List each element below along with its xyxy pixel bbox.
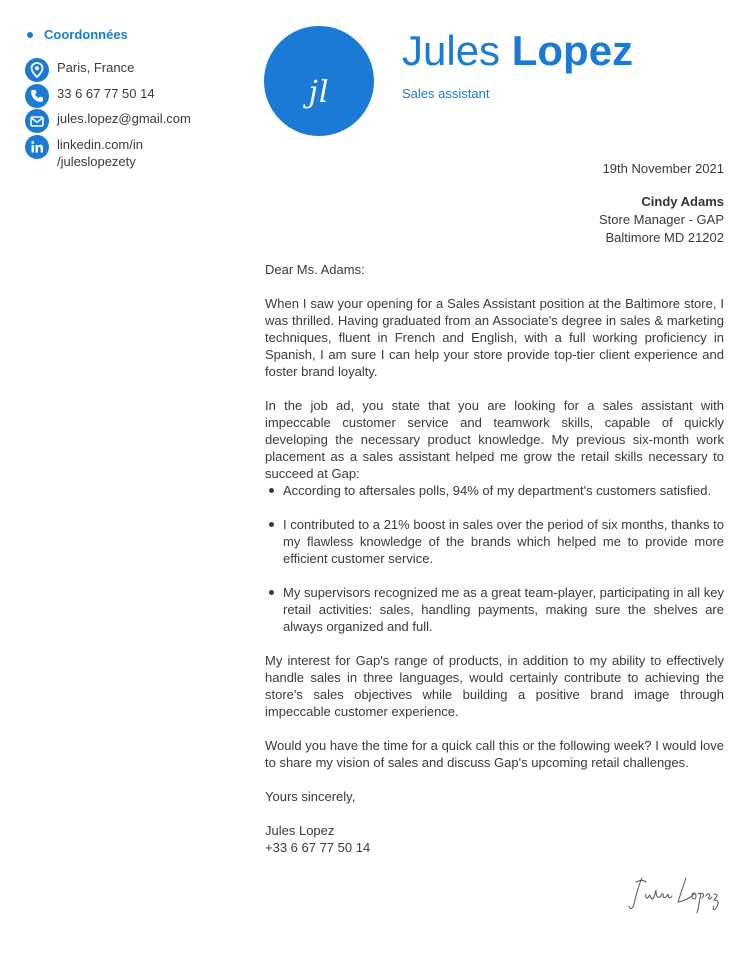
salutation: Dear Ms. Adams: <box>265 262 365 277</box>
recipient-title: Store Manager - GAP <box>599 212 724 227</box>
job-title: Sales assistant <box>402 86 490 101</box>
phone-text: 33 6 67 77 50 14 <box>57 86 155 101</box>
contact-linkedin <box>25 135 143 170</box>
envelope-icon <box>25 109 49 133</box>
contact-phone <box>25 84 155 108</box>
contact-heading <box>27 27 128 42</box>
recipient-block <box>599 193 724 247</box>
list-item: I contributed to a 21% boost in sales over the period of six months, thanks to my flawless knowledge of the brands which helped me to provide more efficient customer service. <box>265 516 724 567</box>
signoff-phone: +33 6 67 77 50 14 <box>265 840 371 855</box>
location-text: Paris, France <box>57 60 135 75</box>
signoff-name: Jules Lopez <box>265 823 335 838</box>
avatar-initials: jl <box>308 74 330 110</box>
applicant-name <box>402 26 633 76</box>
handwritten-signature <box>628 872 728 914</box>
list-item: My supervisors recognized me as a great team-player, participating in all key retail activities: sales, handling payments, making sure the shelves are always organized and full. <box>265 584 724 635</box>
contact-location <box>25 58 134 82</box>
paragraph-2: In the job ad, you state that you are looking for a sales assistant with impeccable customer service and teamwork skills, capable of quickly developing the necessary product knowledge. My previous six-month work placement as a sales assistant helped me grow the retail skills necessary to succeed at Gap: <box>265 398 724 481</box>
contact-heading-label: Coordonnées <box>44 27 128 42</box>
linkedin-text-line-2: /juleslopezety <box>57 154 136 169</box>
closing: Yours sincerely, <box>265 789 356 804</box>
phone-icon <box>25 84 49 108</box>
location-pin-icon <box>25 58 49 82</box>
paragraph-1: When I saw your opening for a Sales Assistant position at the Baltimore store, I was thrilled. Having graduated from an Associate's degree in sales & marketing techniques, fluent in French and English, with a full working proficiency in Spanish, I am sure I can help your store provide top-tier client experience and foster brand loyalty. <box>265 296 724 379</box>
linkedin-text-line-1: linkedin.com/in <box>57 137 143 152</box>
email-text: jules.lopez@gmail.com <box>57 111 191 126</box>
letter-date: 19th November 2021 <box>602 161 724 176</box>
achievements-list <box>265 482 724 635</box>
bullet-dot-icon <box>27 32 33 38</box>
first-name: Jules <box>402 27 501 74</box>
contact-email <box>25 109 191 133</box>
recipient-name: Cindy Adams <box>641 194 724 209</box>
recipient-address: Baltimore MD 21202 <box>605 230 724 245</box>
paragraph-3: My interest for Gap's range of products, in addition to my ability to effectively handle sales in three languages, would certainly contribute to achieving the store's sales objectives while building a positive brand image through impeccable customer experience. <box>265 653 724 719</box>
paragraph-4: Would you have the time for a quick call this or the following week? I would love to share my vision of sales and discuss Gap's upcoming retail challenges. <box>265 738 724 770</box>
letter-body <box>265 261 724 856</box>
avatar <box>264 26 374 136</box>
list-item: According to aftersales polls, 94% of my department's customers satisfied. <box>265 482 724 499</box>
linkedin-icon <box>25 135 49 159</box>
last-name: Lopez <box>511 27 634 74</box>
